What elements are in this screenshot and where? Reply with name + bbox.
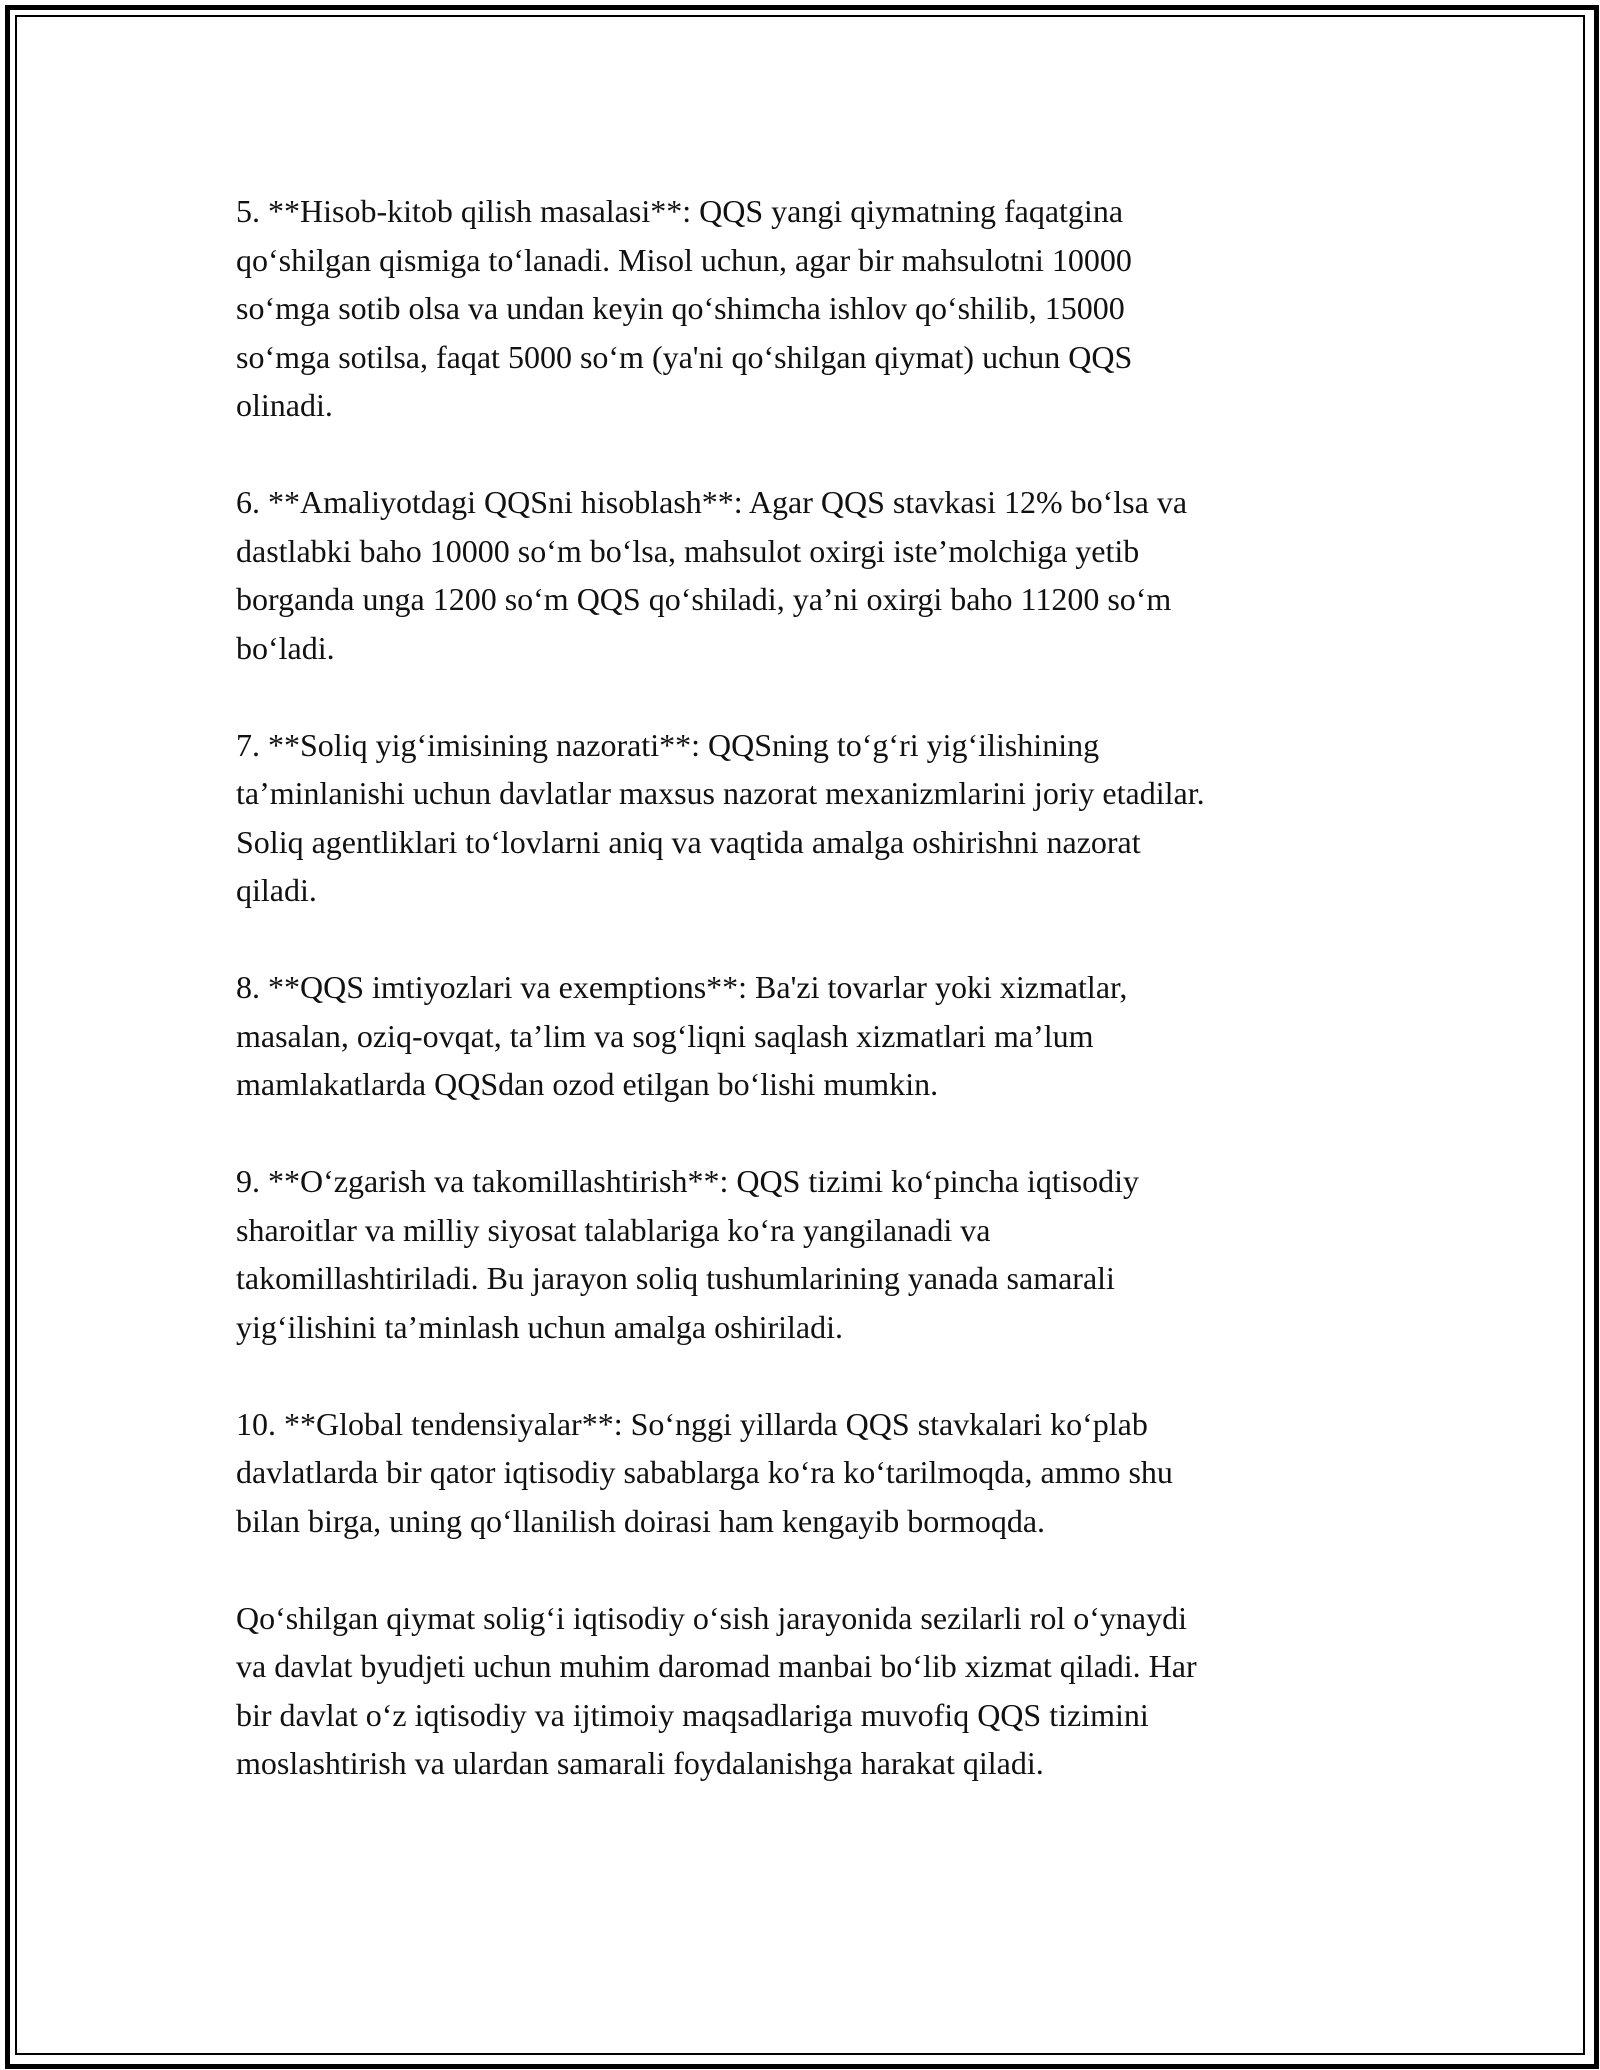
paragraph-item-10: 10. **Global tendensiyalar**: So‘nggi yillarda QQS stavkalari ko‘plab davlatlarda bir qator iqtisodiy sabablarga ko‘ra ko‘tarilmoqda, ammo shu bilan birga, uning qo‘llanilish doirasi ham kengayib bormoqda. — [236, 1405, 1173, 1539]
paragraph-item-5: 5. **Hisob-kitob qilish masalasi**: QQS yangi qiymatning faqatgina qo‘shilgan qismiga to‘lanadi. Misol uchun, agar bir mahsulotni 10000 so‘mga sotib olsa va undan keyin qo‘shimcha ishlov qo‘shilib, 15000 so‘mga sotilsa, faqat 5000 so‘m (ya'ni qo‘shilgan qiymat) uchun QQS olinadi. — [236, 193, 1133, 423]
paragraph-item-6: 6. **Amaliyotdagi QQSni hisoblash**: Agar QQS stavkasi 12% bo‘lsa va dastlabki baho 10000 so‘m bo‘lsa, mahsulot oxirgi iste’molchiga yetib borganda unga 1200 so‘m QQS qo‘shiladi, ya’ni oxirgi baho 11200 so‘m bo‘ladi. — [236, 484, 1188, 666]
paragraph-item-8: 8. **QQS imtiyozlari va exemptions**: Ba'zi tovarlar yoki xizmatlar, masalan, oziq-ovqat, ta’lim va sog‘liqni saqlash xizmatlari ma’lum mamlakatlarda QQSdan ozod etilgan bo‘lishi mumkin. — [236, 969, 1128, 1102]
paragraph-item-9: 9. **O‘zgarish va takomillashtirish**: QQS tizimi ko‘pincha iqtisodiy sharoitlar va milliy siyosat talablariga ko‘ra yangilanadi va takomillashtiriladi. Bu jarayon soliq tushumlarining yanada samarali yig‘ilishini ta’minlash uchun amalga oshiriladi. — [236, 1163, 1139, 1345]
paragraph-item-7: 7. **Soliq yig‘imisining nazorati**: QQSning to‘g‘ri yig‘ilishining ta’minlanishi uchun davlatlar maxsus nazorat mexanizmlarini joriy etadilar. Soliq agentliklari to‘lovlarni aniq va vaqtida amalga oshirishni nazorat qiladi. — [236, 726, 1205, 908]
paragraph-conclusion: Qo‘shilgan qiymat solig‘i iqtisodiy o‘sish jarayonida sezilarli rol o‘ynaydi va davlat byudjeti uchun muhim daromad manbai bo‘lib xizmat qiladi. Har bir davlat o‘z iqtisodiy va ijtimoiy maqsadlariga muvofiq QQS tizimini moslashtirish va ulardan samarali foydalanishga harakat qiladi. — [236, 1599, 1197, 1781]
document-body — [236, 187, 1366, 1788]
